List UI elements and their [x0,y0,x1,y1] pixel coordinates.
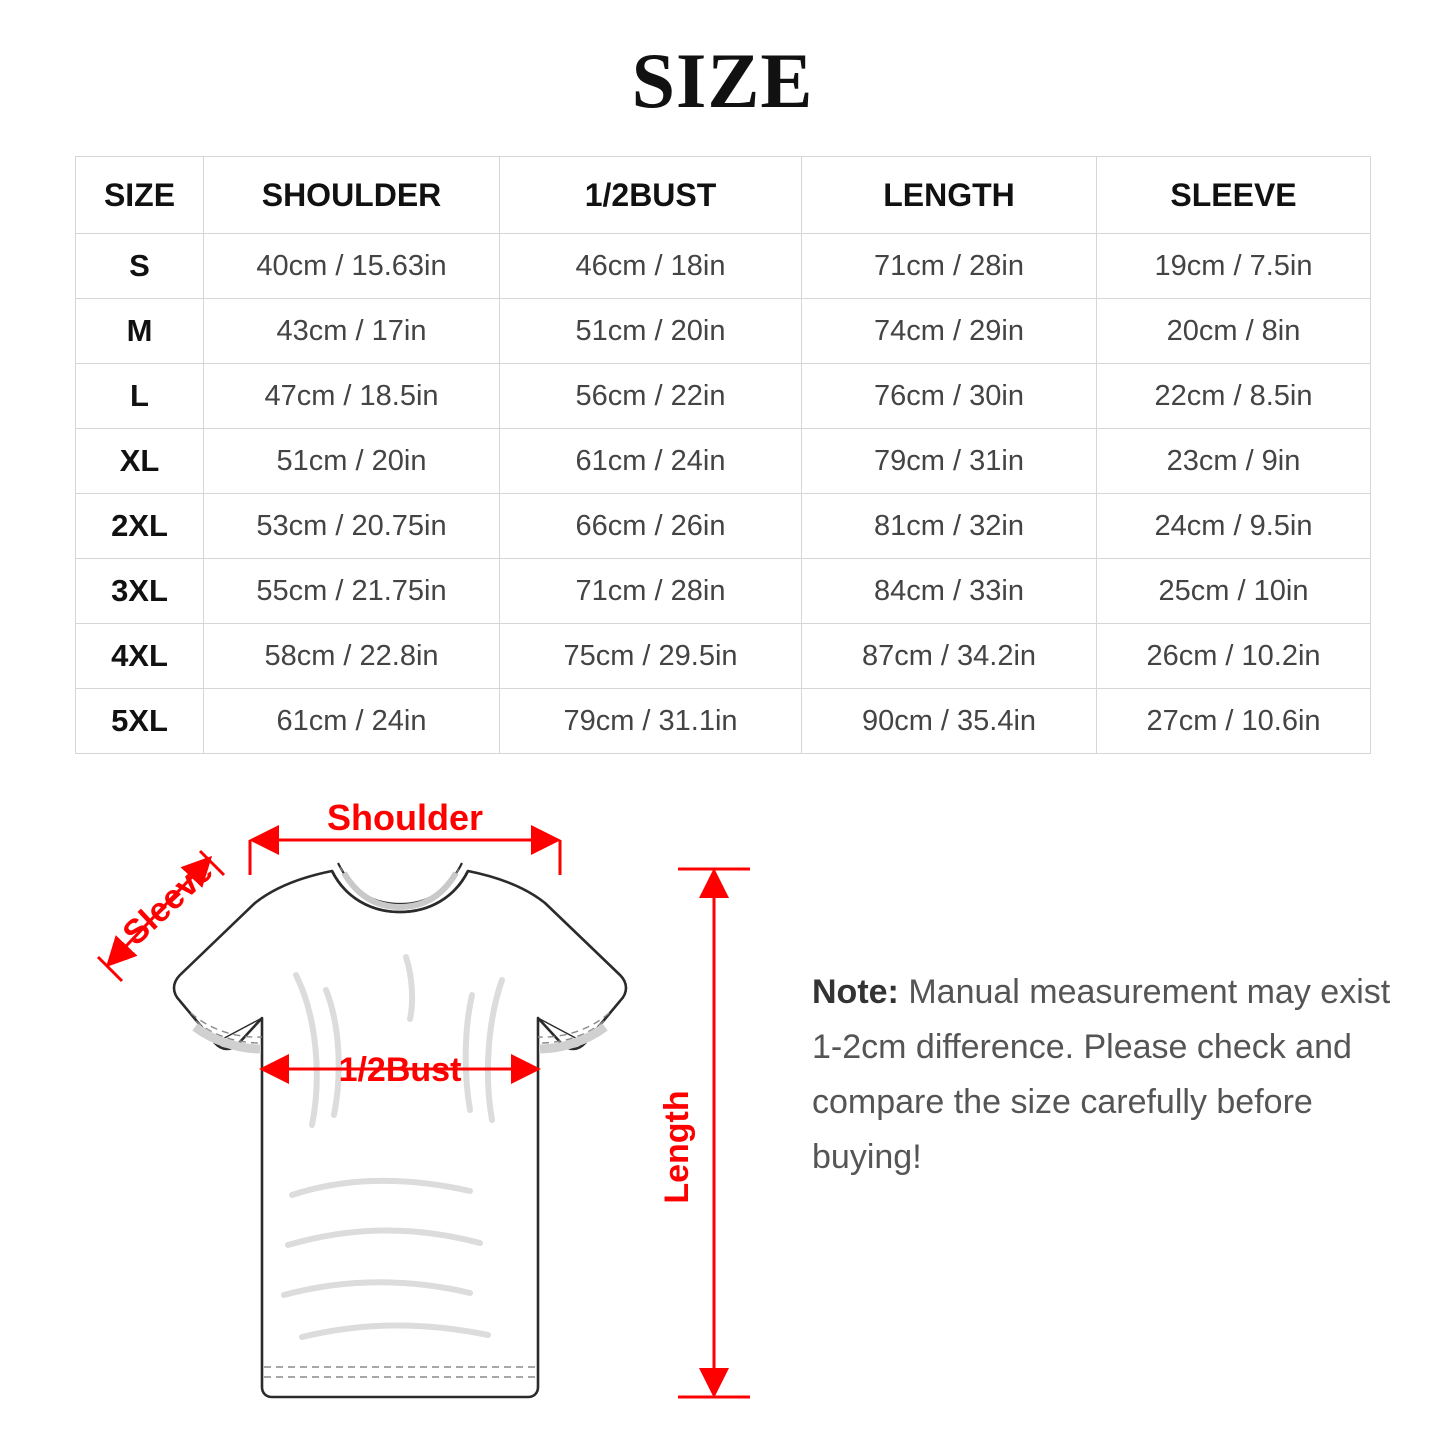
cell-sleeve: 22cm / 8.5in [1097,364,1371,429]
cell-sleeve: 23cm / 9in [1097,429,1371,494]
cell-size: S [76,234,204,299]
table-row [76,364,1371,429]
sleeve-label: Sleeve [115,851,221,953]
cell-shoulder: 55cm / 21.75in [204,559,500,624]
table-row [76,559,1371,624]
tshirt-illustration [174,863,626,1397]
cell-shoulder: 47cm / 18.5in [204,364,500,429]
cell-length: 84cm / 33in [802,559,1097,624]
cell-size: 5XL [76,689,204,754]
cell-sleeve: 26cm / 10.2in [1097,624,1371,689]
cell-length: 76cm / 30in [802,364,1097,429]
cell-sleeve: 24cm / 9.5in [1097,494,1371,559]
cell-size: XL [76,429,204,494]
table-row [76,429,1371,494]
cell-size: M [76,299,204,364]
cell-shoulder: 61cm / 24in [204,689,500,754]
table-row [76,494,1371,559]
cell-bust: 46cm / 18in [500,234,802,299]
cell-length: 71cm / 28in [802,234,1097,299]
column-header-shoulder: SHOULDER [204,157,500,234]
cell-bust: 61cm / 24in [500,429,802,494]
cell-length: 79cm / 31in [802,429,1097,494]
cell-length: 87cm / 34.2in [802,624,1097,689]
bust-label: 1/2Bust [338,1051,462,1089]
cell-shoulder: 53cm / 20.75in [204,494,500,559]
table-row [76,689,1371,754]
cell-size: 2XL [76,494,204,559]
cell-bust: 51cm / 20in [500,299,802,364]
column-header-length: LENGTH [802,157,1097,234]
column-header-size: SIZE [76,157,204,234]
cell-length: 90cm / 35.4in [802,689,1097,754]
cell-shoulder: 51cm / 20in [204,429,500,494]
table-header-row [76,157,1371,234]
cell-sleeve: 25cm / 10in [1097,559,1371,624]
note-label: Note: [812,973,899,1011]
cell-bust: 56cm / 22in [500,364,802,429]
column-header-bust: 1/2BUST [500,157,802,234]
cell-length: 81cm / 32in [802,494,1097,559]
shoulder-label: Shoulder [326,797,484,838]
cell-size: 3XL [76,559,204,624]
cell-bust: 79cm / 31.1in [500,689,802,754]
page-title: SIZE [631,37,814,124]
cell-size: L [76,364,204,429]
length-label: Length [658,1090,696,1204]
note-text: Manual measurement may exist 1-2cm difference. Please check and compare the size carefully before buying! [812,973,1391,1177]
note-block [812,965,1397,1185]
cell-shoulder: 58cm / 22.8in [204,624,500,689]
size-chart-table [75,156,1371,754]
cell-sleeve: 20cm / 8in [1097,299,1371,364]
shoulder-measure-arrow [250,840,560,875]
cell-bust: 75cm / 29.5in [500,624,802,689]
table-row [76,234,1371,299]
column-header-sleeve: SLEEVE [1097,157,1371,234]
table-row [76,299,1371,364]
measurement-diagram [40,775,800,1425]
cell-bust: 66cm / 26in [500,494,802,559]
cell-size: 4XL [76,624,204,689]
cell-bust: 71cm / 28in [500,559,802,624]
cell-shoulder: 43cm / 17in [204,299,500,364]
cell-sleeve: 27cm / 10.6in [1097,689,1371,754]
cell-length: 74cm / 29in [802,299,1097,364]
cell-sleeve: 19cm / 7.5in [1097,234,1371,299]
table-row [76,624,1371,689]
cell-shoulder: 40cm / 15.63in [204,234,500,299]
